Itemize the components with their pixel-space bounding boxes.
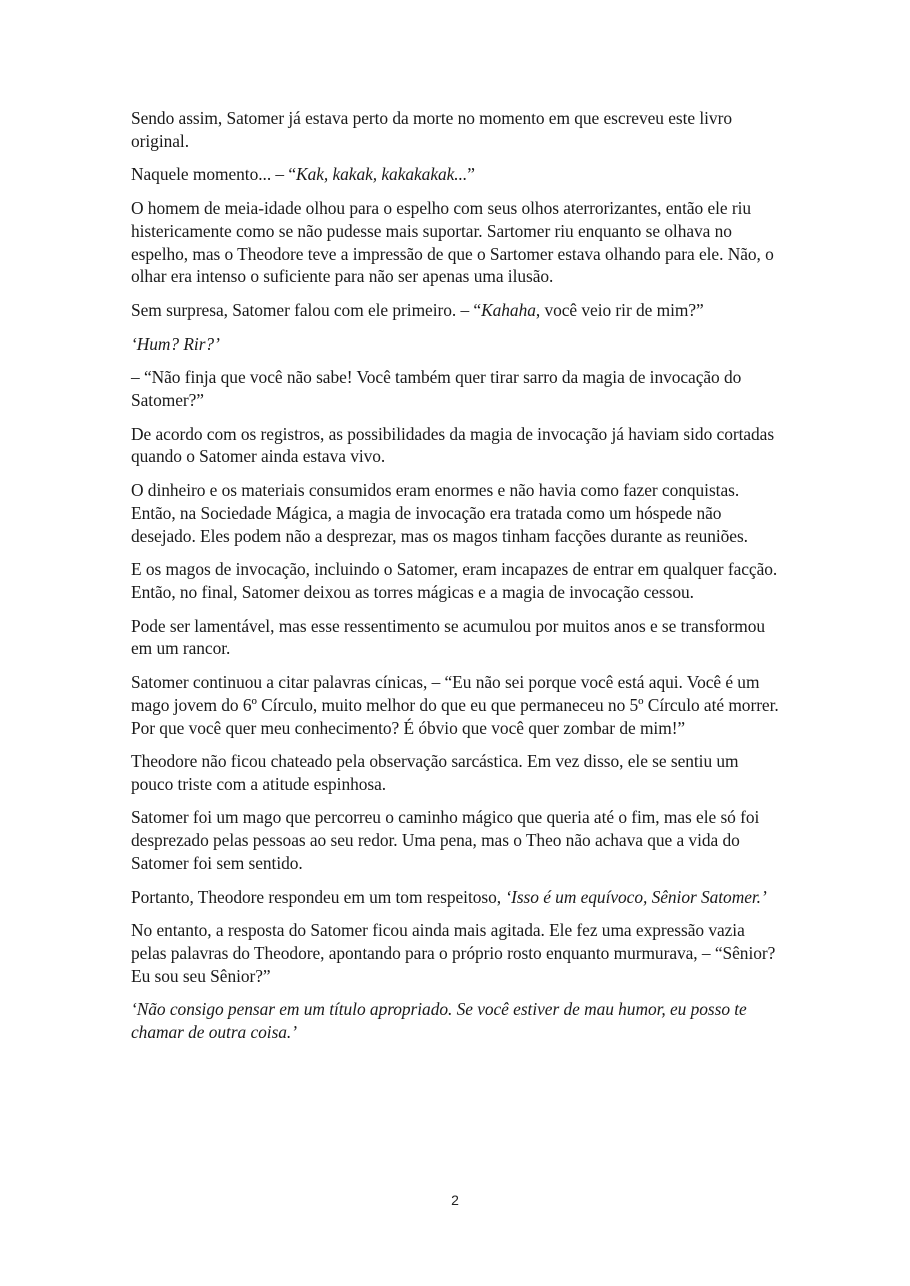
document-body (131, 107, 783, 1055)
paragraph-text: Sendo assim, Satomer já estava perto da morte no momento em que escreveu este livro original. (131, 108, 732, 151)
paragraph (131, 919, 783, 987)
paragraph (131, 671, 783, 739)
paragraph (131, 615, 783, 661)
paragraph-text: Naquele momento... – “ (131, 164, 297, 185)
paragraph (131, 366, 783, 412)
paragraph-text: O homem de meia-idade olhou para o espelho com seus olhos aterrorizantes, então ele riu histericamente como se não pudesse mais suportar. Sartomer riu enquanto se olhava no espelho, mas o Theodore teve a impressão de que o Sartomer estava olhando para ele. Não, o olhar era intenso o suficiente para não ser apenas uma ilusão. (131, 197, 774, 287)
paragraph-text: Theodore não ficou chateado pela observação sarcástica. Em vez disso, ele se sentiu um pouco triste com a atitude espinhosa. (131, 751, 739, 794)
page-number: 2 (451, 1192, 459, 1208)
paragraph-text: Satomer foi um mago que percorreu o caminho mágico que queria até o fim, mas ele só foi desprezado pelas pessoas ao seu redor. Uma pena, mas o Theo não achava que a vida do Satomer foi sem sentido. (131, 807, 760, 874)
paragraph-text: O dinheiro e os materiais consumidos eram enormes e não havia como fazer conquistas. Então, na Sociedade Mágica, a magia de invocação era tratada como um hóspede não desejado. Eles podem não a desprezar, mas os magos tinham facções durante as reuniões. (131, 479, 748, 546)
paragraph-text: Sem surpresa, Satomer falou com ele primeiro. – “ (131, 299, 482, 320)
paragraph-text: – “Não finja que você não sabe! Você também quer tirar sarro da magia de invocação do Satomer?” (131, 367, 742, 410)
italic-text: Kak, kakak, kakakakak... (296, 164, 468, 185)
paragraph-text: Portanto, Theodore respondeu em um tom respeitoso, (131, 886, 506, 907)
paragraph-text: Pode ser lamentável, mas esse ressentimento se acumulou por muitos anos e se transformou em um rancor. (131, 615, 766, 659)
paragraph-text: , você veio rir de mim?” (535, 299, 704, 320)
paragraph (131, 163, 783, 186)
paragraph (131, 558, 783, 604)
paragraph (131, 479, 783, 547)
paragraph-text: De acordo com os registros, as possibilidades da magia de invocação já haviam sido cortadas quando o Satomer ainda estava vivo. (131, 423, 775, 467)
paragraph (131, 197, 783, 288)
paragraph-text: E os magos de invocação, incluindo o Satomer, eram incapazes de entrar em qualquer facção. Então, no final, Satomer deixou as torres mágicas e a magia de invocação cessou. (131, 559, 778, 602)
italic-text: ‘Isso é um equívoco, Sênior Satomer.’ (505, 886, 767, 907)
paragraph (131, 423, 783, 469)
italic-text: Kahaha (481, 299, 536, 320)
paragraph (131, 299, 783, 322)
paragraph (131, 107, 783, 153)
paragraph (131, 750, 783, 796)
paragraph-text: Satomer continuou a citar palavras cínicas, – “Eu não sei porque você está aqui. Você é um mago jovem do 6º Círculo, muito melhor do que eu que permaneceu no 5º Círculo até morrer. Por que você quer meu conhecimento? É óbvio que você quer zombar de mim!” (131, 671, 779, 738)
paragraph (131, 886, 783, 909)
paragraph (131, 333, 783, 356)
italic-text: ‘Não consigo pensar em um título apropriado. Se você estiver de mau humor, eu posso te chamar de outra coisa.’ (131, 999, 747, 1043)
paragraph (131, 998, 783, 1044)
italic-text: ‘Hum? Rir?’ (131, 333, 220, 354)
paragraph-text: No entanto, a resposta do Satomer ficou ainda mais agitada. Ele fez uma expressão vazia pelas palavras do Theodore, apontando para o próprio rosto enquanto murmurava, – “Sênior? Eu sou seu Sênior?” (131, 920, 776, 986)
paragraph-text: ” (467, 164, 475, 185)
paragraph (131, 806, 783, 874)
